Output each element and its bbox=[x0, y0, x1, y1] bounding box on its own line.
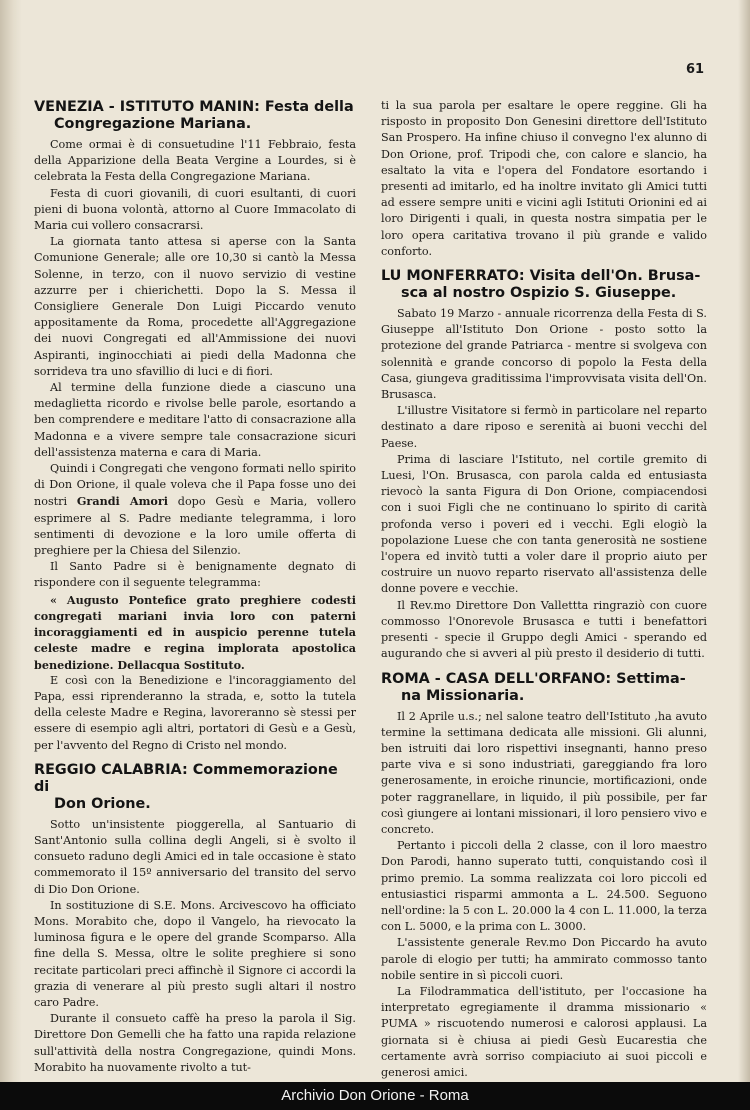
paragraph: Come ormai è di consuetudine l'11 Febbraio, festa della Apparizione della Beata Vergine a Lourdes, si è celebrata la Festa della Congregazione Mariana. bbox=[34, 138, 356, 184]
article-title-venezia bbox=[34, 99, 356, 133]
emphasis-grandi-amori: Grandi Amori bbox=[76, 494, 169, 509]
paragraph: La giornata tanto attesa si aperse con la Santa Comunione Generale; alle ore 10,30 si cantò la Messa Solenne, in terzo, con il nuovo servizio di vestine azzurre per i chierichetti. Dopo la S. Messa il Consigliere Generale Don Luigi Piccardo venuto appositamente da Roma, procedette all'Aggregazione dei nuovi Congregati ed all'Ammissione dei nuovi Aspiranti, inginocchiati ai piedi della Madonna che sorrideva tra uno sfavillio di luci e di fiori. bbox=[34, 235, 356, 378]
title-line-1: VENEZIA - ISTITUTO MANIN: Festa della bbox=[34, 99, 354, 115]
title-line-1: LU MONFERRATO: Visita dell'On. Brusa- bbox=[381, 268, 701, 285]
text-run: Quindi i Congregati che vengono formati nello spirito di Don Orione, il quale voleva che il Papa fosse uno dei nostri bbox=[34, 462, 356, 509]
archive-footer: Archivio Don Orione - Roma bbox=[0, 1082, 750, 1110]
article-title-lu-monferrato bbox=[381, 268, 707, 302]
telegram-quote: « Augusto Pontefice grato preghiere codesti congregati mariani invia loro con paterni incoraggiamenti ed in auspicio perenne tutela celeste madre e regina implorata apostolica benedizione. Dellacqua Sostituto. bbox=[34, 592, 356, 672]
title-line-1: ROMA - CASA DELL'ORFANO: Settima- bbox=[381, 670, 686, 687]
article-title-reggio bbox=[34, 762, 356, 813]
paragraph: E così con la Benedizione e l'incoraggiamento del Papa, essi riprenderanno la strada, e, sotto la tutela della celeste Madre e Regina, lavoreranno sè stessi per essere di esempio agli altri, portatori di Gesù e a Gesù, per l'avvento del Regno di Cristo nel mondo. bbox=[34, 673, 356, 752]
text-run: dopo Gesù e Maria, vollero esprimere al S. Padre mediante telegramma, i loro sentimenti di devozione e la loro umile offerta di preghiere per la Chiesa del Silenzio. bbox=[34, 495, 356, 558]
title-line-2: Congregazione Mariana. bbox=[54, 116, 252, 132]
right-column bbox=[381, 98, 707, 1081]
title-line-2: Don Orione. bbox=[54, 795, 151, 812]
paragraph: Festa di cuori giovanili, di cuori esultanti, di cuori pieni di buona volontà, attorno al Cuore Immacolato di Maria cui vollero consacrarsi. bbox=[34, 186, 356, 233]
page-shadow-right bbox=[738, 0, 750, 1082]
paragraph: L'assistente generale Rev.mo Don Piccardo ha avuto parole di elogio per tutti; ha ammirato commosso tanto nobile sentire in sì piccoli cuori. bbox=[381, 936, 707, 982]
paragraph bbox=[34, 461, 356, 559]
paragraph: Sabato 19 Marzo - annuale ricorrenza della Festa di S. Giuseppe all'Istituto Don Orione - posto sotto la protezione del grande Patriarca - mentre si svolgeva con solennità e grande concorso di popolo la Festa della Casa, giungeva graditissima l'improvvisata visita dell'On. Brusasca. bbox=[381, 307, 707, 402]
title-line-1: REGGIO CALABRIA: Commemorazione di bbox=[34, 761, 338, 795]
paragraph: Al termine della funzione diede a ciascuno una medaglietta ricordo e rivolse belle parole, esortando a ben comprendere e meditare l'atto di consacrazione alla Madonna e a vivere sempre tale consacrazione sicuri dell'assistenza materna e cara di Maria. bbox=[34, 381, 356, 459]
page-shadow-left bbox=[0, 0, 22, 1082]
paragraph: In sostituzione di S.E. Mons. Arcivescovo ha officiato Mons. Morabito che, dopo il Vangelo, ha rievocato la luminosa figura e le opere del grande Scomparso. Alla fine della S. Messa, oltre le solite preghiere si sono recitate particolari preci affinchè il Signore ci accordi la grazia di venerare al più presto sugli altari il nostro caro Padre. bbox=[34, 898, 356, 1009]
paragraph: L'illustre Visitatore si fermò in particolare nel reparto destinato a dare riposo e serenità ai buoni vecchi del Paese. bbox=[381, 404, 707, 450]
paragraph: Il Rev.mo Direttore Don Vallettta ringraziò con cuore commosso l'Onorevole Brusasca e tutti i benefattori presenti - specie il Gruppo degli Amici - sperando ed augurando che si avveri al più presto il desiderio di tutti. bbox=[381, 598, 707, 661]
paragraph-continuation: ti la sua parola per esaltare le opere reggine. Gli ha risposto in proposito Don Genesini direttore dell'Istituto San Prospero. Ha infine chiuso il convegno l'ex alunno di Don Orione, prof. Tripodi che, con calore e slancio, ha esaltato la vita e l'opera del Fondatore esortando i presenti ad imitarlo, ed ha inoltre invitato gli Amici tutti ad essere sempre uniti e vicini agli Istituti Orionini ed ai loro Dirigenti i quali, in questa nostra simpatia per le loro opera caritativa trovano il più grande e valido conforto. bbox=[381, 99, 707, 258]
paragraph: Durante il consueto caffè ha preso la parola il Sig. Direttore Don Gemelli che ha fatto una rapida relazione sull'attività della nostra Congregazione, quindi Mons. Morabito ha nuovamente rivolto a tut- bbox=[34, 1012, 356, 1074]
paragraph: La Filodrammatica dell'istituto, per l'occasione ha interpretato egregiamente il dramma missionario « PUMA » riscuotendo numerosi e calorosi applausi. La giornata si è chiusa ai piedi Gesù Eucarestia che certamente avrà sorriso compiaciuto ai suoi piccoli e generosi amici. bbox=[381, 984, 707, 1079]
paragraph: Sotto un'insistente pioggerella, al Santuario di Sant'Antonio sulla collina degli Angeli, si è svolto il consueto raduno degli Amici ed in tale occasione è stato commemorato il 15º anniversario del transito del servo di Dio Don Orione. bbox=[34, 817, 356, 896]
article-title-roma bbox=[381, 671, 707, 705]
paragraph: Pertanto i piccoli della 2 classe, con il loro maestro Don Parodi, hanno superato tutti, conquistando così il primo premio. La somma realizzata coi loro piccoli ed entusiastici risparmi ammonta a L. 24.500. Seguono nell'ordine: la 5 con L. 20.000 la 4 con L. 11.000, la terza con L. 5000, e la prima con L. 3000. bbox=[381, 839, 707, 934]
page-number: 61 bbox=[686, 62, 705, 77]
title-line-2: na Missionaria. bbox=[401, 687, 525, 704]
left-column bbox=[34, 99, 356, 1076]
paragraph: Prima di lasciare l'Istituto, nel cortile gremito di Luesi, l'On. Brusasca, con parola calda ed entusiasta rievocò la santa Figura di Don Orione, compiacendosi con i suoi Figli che ne continuano lo spirito di carità profonda verso i poveri ed i vecchi. Egli elogiò la popolazione Luese che con tanta generosità ne sostiene l'opera ed invitò tutti a voler dare il proprio aiuto per costruire un nuovo reparto riservato all'assistenza delle donne povere e vecchie. bbox=[381, 452, 707, 596]
paragraph: Il 2 Aprile u.s.; nel salone teatro dell'Istituto ,ha avuto termine la settimana dedicata alle missioni. Gli alunni, ben istruiti dai loro rispettivi insegnanti, hanno preso parte viva e si sono industriati, gareggiando fra loro generosamente, in eroiche rinuncie, mortificazioni, onde poter raggranellare, in liquido, il più possibile, per far così giungere ai lontani missionari, il loro pensiero vivo e concreto. bbox=[381, 709, 707, 836]
title-line-2: sca al nostro Ospizio S. Giuseppe. bbox=[401, 285, 677, 302]
paragraph: Il Santo Padre si è benignamente degnato di rispondere con il seguente telegramma: bbox=[34, 560, 356, 590]
